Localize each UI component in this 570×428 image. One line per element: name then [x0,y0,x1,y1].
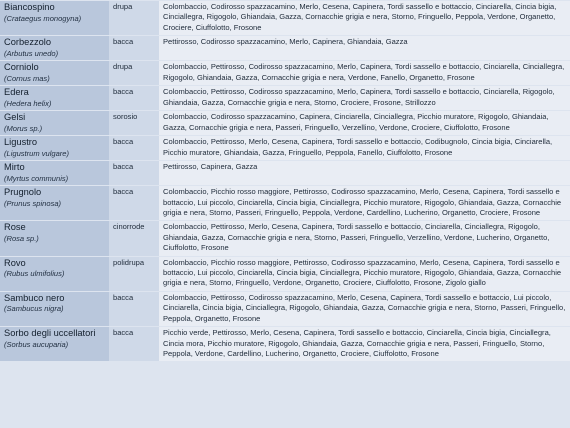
plant-common-name: Sambuco nero [4,292,65,303]
table-row [0,136,570,160]
bird-species-cell: Pettirosso, Codirosso spazzacamino, Merlo, Capinera, Ghiandaia, Gazza [159,36,570,60]
plant-latin-name: (Hedera helix) [4,98,52,108]
plant-common-name: Corbezzolo [4,37,52,48]
fruit-type-cell: bacca [109,292,159,326]
plant-latin-name: (Rubus ulmifolius) [4,269,65,279]
plant-latin-name: (Ligustrum vulgare) [4,148,70,158]
plant-common-name: Edera [4,87,29,98]
bird-species-cell: Colombaccio, Codirosso spazzacamino, Merlo, Cesena, Capinera, Tordi sassello e bottaccio, Cinciarella, Cincia bigia, Cinciallegra, Rigogolo, Ghiandaia, Gazza, Cornacchie grigia e nera, Storno, Fringuello, Peppola, Verdone, Organetto, Crociere, Ciuffolotto, Frosone [159,1,570,35]
plant-name-cell [0,257,109,291]
plant-common-name: Corniolo [4,62,39,73]
plant-name-cell [0,292,109,326]
bird-species-cell: Colombaccio, Pettirosso, Merlo, Cesena, Capinera, Tordi sassello e bottaccio, Codibugnolo, Cincia bigia, Cinciarella, Picchio muratore, Ghiandaia, Gazza, Fringuello, Peppola, Fanello, Ciuffolotto, Frosone [159,136,570,160]
plant-latin-name: (Myrtus communis) [4,173,69,183]
plant-name-cell [0,327,109,361]
table-row [0,221,570,255]
bird-species-cell: Colombaccio, Pettirosso, Codirosso spazzacamino, Merlo, Capinera, Tordi sassello e bottaccio, Cinciarella, Rigogolo, Ghiandaia, Gazza, Cornacchie grigia e nera, Storno, Crociere, Frosone, Strillozzo [159,86,570,110]
plant-common-name: Sorbo degli uccellatori [4,328,96,339]
table-row [0,161,570,185]
table-body [0,1,570,361]
plant-common-name: Rose [4,222,26,233]
plant-common-name: Mirto [4,162,25,173]
plant-latin-name: (Rosa sp.) [4,233,39,243]
fruit-type-cell: polidrupa [109,257,159,291]
table-row [0,327,570,361]
table-row [0,111,570,135]
plant-name-cell [0,186,109,220]
fruit-type-cell: bacca [109,136,159,160]
fruit-type-cell: drupa [109,1,159,35]
plant-name-cell [0,86,109,110]
plant-common-name: Gelsi [4,112,26,123]
plant-name-cell [0,221,109,255]
bird-species-cell: Colombaccio, Pettirosso, Codirosso spazzacamino, Merlo, Capinera, Tordi sassello e bottaccio, Cinciarella, Cinciallegra, Rigogolo, Ghiandaia, Gazza, Cornacchie grigia e nera, Verdone, Fanello, Organetto, Frosone [159,61,570,85]
table-row [0,257,570,291]
bird-species-cell: Colombaccio, Picchio rosso maggiore, Pettirosso, Codirosso spazzacamino, Merlo, Cesena, Capinera, Tordi sassello e bottaccio, Lui piccolo, Cinciarella, Cincia bigia, Cinciallegra, Picchio muratore, Rigogolo, Ghiandaia, Gazza, Cornacchie grigia e nera, Storno, Passeri, Fringuello, Peppola, Verdone, Cardellino, Lucherino, Organetto, Crociere, Frosone [159,186,570,220]
fruit-type-cell: bacca [109,86,159,110]
plant-latin-name: (Prunus spinosa) [4,198,62,208]
bird-species-cell: Picchio verde, Pettirosso, Merlo, Cesena, Capinera, Tordi sassello e bottaccio, Cinciarella, Cincia bigia, Cinciallegra, Cincia mora, Picchio muratore, Rigogolo, Ghiandaia, Gazza, Cornacchie grigia e nera, Passeri, Fringuello, Storno, Peppola, Verdone, Cardellino, Lucherino, Organetto, Crociere, Ciuffolotto, Frosone [159,327,570,361]
fruit-type-cell: sorosio [109,111,159,135]
bird-species-cell: Colombaccio, Codirosso spazzacamino, Capinera, Cinciarella, Cinciallegra, Picchio muratore, Rigogolo, Ghiandaia, Gazza, Cornacchie grigia e nera, Passeri, Fringuello, Verzellino, Verdone, Crociere, Ciuffolotto, Frosone [159,111,570,135]
fruit-type-cell: bacca [109,186,159,220]
plant-name-cell [0,136,109,160]
plant-common-name: Biancospino [4,2,55,12]
table-row [0,1,570,35]
plant-latin-name: (Arbutus unedo) [4,48,59,58]
fruit-type-cell: bacca [109,36,159,60]
plant-common-name: Rovo [4,257,26,268]
table-row [0,61,570,85]
fruit-type-cell: bacca [109,161,159,185]
bird-species-cell: Colombaccio, Pettirosso, Codirosso spazzacamino, Merlo, Cesena, Capinera, Tordi sassello e bottaccio, Lui piccolo, Cinciarella, Cincia bigia, Cinciallegra, Rigogolo, Ghiandaia, Gazza, Cornacchie grigia e nera, Storno, Passeri, Fringuello, Peppola, Organetto, Frosone [159,292,570,326]
plant-name-cell [0,161,109,185]
plant-latin-name: (Cornus mas) [4,73,50,83]
bird-species-cell: Colombaccio, Pettirosso, Merlo, Cesena, Capinera, Tordi sassello e bottaccio, Cinciarella, Cinciallegra, Rigogolo, Ghiandaia, Gazza, Cornacchie grigia e nera, Storno, Passeri, Fringuello, Verzellino, Verdone, Lucherino, Organetto, Ciuffolotto, Frosone [159,221,570,255]
fruit-type-cell: cinorrode [109,221,159,255]
plant-name-cell [0,1,109,35]
plant-common-name: Prugnolo [4,187,42,198]
table-row [0,292,570,326]
plant-common-name: Ligustro [4,137,38,148]
plant-name-cell [0,61,109,85]
plant-latin-name: (Sambucus nigra) [4,304,64,314]
table-row [0,36,570,60]
bird-species-cell: Colombaccio, Picchio rosso maggiore, Pettirosso, Codirosso spazzacamino, Merlo, Cesena, Capinera, Tordi sassello e bottaccio, Lui piccolo, Cinciarella, Cincia bigia, Cinciallegra, Picchio muratore, Rigogolo, Ghiandaia, Gazza, Cornacchie grigia e nera, Storno, Fringuello, Verdone, Organetto, Crociere, Ciuffolotto, Frosone, Zigolo giallo [159,257,570,291]
plant-name-cell [0,111,109,135]
table-row [0,86,570,110]
fruit-type-cell: drupa [109,61,159,85]
plant-latin-name: (Crataegus monogyna) [4,13,82,23]
plant-latin-name: (Sorbus aucuparia) [4,339,69,349]
plant-name-cell [0,36,109,60]
bird-species-cell: Pettirosso, Capinera, Gazza [159,161,570,185]
plant-latin-name: (Morus sp.) [4,123,43,133]
fruit-type-cell: bacca [109,327,159,361]
table-row [0,186,570,220]
